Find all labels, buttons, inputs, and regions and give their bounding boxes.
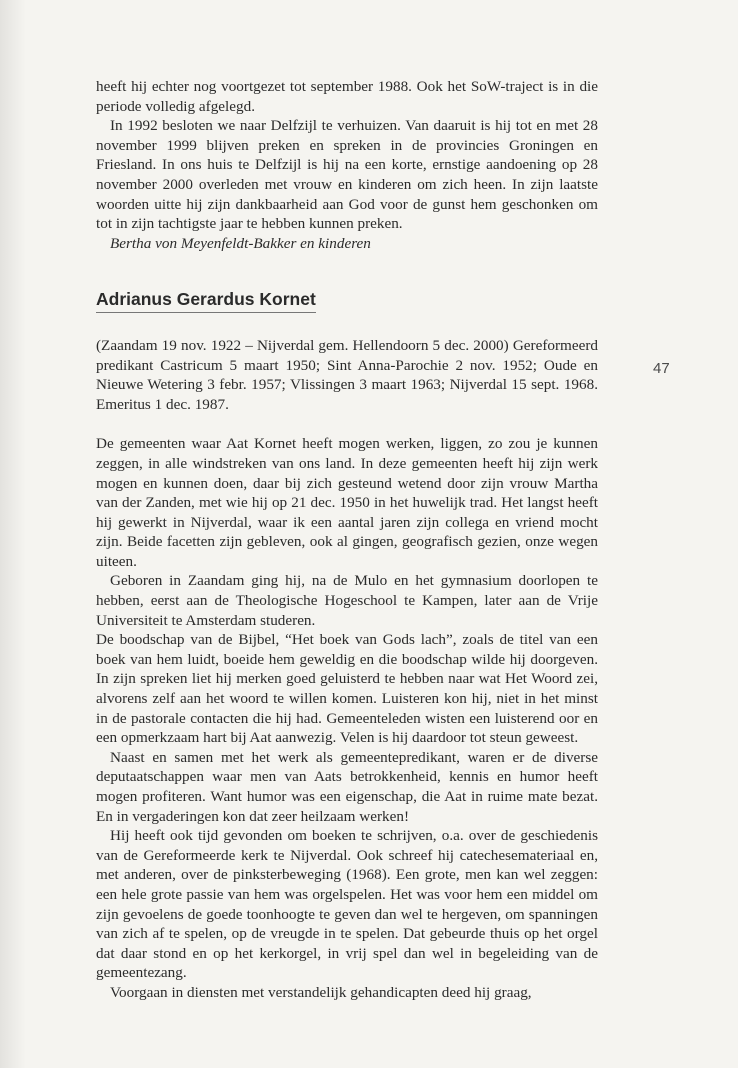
page-binding-shadow [0,0,26,1068]
page-number: 47 [653,360,670,377]
signature: Bertha von Meyenfeldt-Bakker en kinderen [110,234,371,252]
body-paragraph-6: Voorgaan in diensten met verstandelijk gehandicapten deed hij graag, [110,983,532,1001]
paragraph-continued: heeft hij echter nog voortgezet tot september 1988. Ook het SoW-traject is in die periode volledig afgelegd. [96,78,598,115]
biography-summary: (Zaandam 19 nov. 1922 – Nijverdal gem. Hellendoorn 5 dec. 2000) Gereformeerd predikant Castricum 5 maart 1950; Sint Anna-Parochie 2 nov. 1952; Oude en Nieuwe Wetering 3 febr. 1957; Vlissingen 3 maart 1963; Nijverdal 15 sept. 1968. Emeritus 1 dec. 1987. [96,336,598,413]
section-heading-text: Adrianus Gerardus Kornet [96,290,316,313]
body-paragraph-2: Geboren in Zaandam ging hij, na de Mulo en het gymnasium doorlopen te hebben, eerst aan de Theologische Hogeschool te Kampen, later aan de Vrije Universiteit te Amsterdam studeren. [96,572,598,629]
paragraph-delfzijl: In 1992 besloten we naar Delfzijl te verhuizen. Van daaruit is hij tot en met 28 november 1999 blijven preken en spreken in de provincies Groningen en Friesland. In ons huis te Delfzijl is hij na een korte, ernstige aandoening op 28 november 2000 overleden met vrouw en kinderen om zich heen. In zijn laatste woorden uitte hij zijn dankbaarheid aan God voor de gunst hem geschonken om tot in zijn tachtigste jaar te hebben kunnen preken. [96,117,598,233]
document-page [96,77,598,1003]
body-paragraph-4: Naast en samen met het werk als gemeentepredikant, waren er de diverse deputaatschappen waar men van Aats betrokkenheid, kennis en humor heeft mogen profiteren. Want humor was een eigenschap, die Aat in ruime mate bezat. En in vergaderingen kon dat zeer heilzaam werken! [96,748,598,825]
section-heading [96,290,598,313]
body-paragraph-1: De gemeenten waar Aat Kornet heeft mogen werken, liggen, zo zou je kunnen zeggen, in alle windstreken van ons land. In deze gemeenten heeft hij zijn werk mogen en kunnen doen, daar bij zich gesteund wetend door zijn vrouw Martha van der Zanden, met wie hij op 21 dec. 1950 in het huwelijk trad. Het langst heeft hij gewerkt in Nijverdal, waar ik een aantal jaren zijn collega en vriend mocht zijn. Beide facetten zijn gebleven, ook al gingen, geografisch gezien, onze wegen uiteen. [96,435,598,570]
body-paragraph-3: De boodschap van de Bijbel, “Het boek van Gods lach”, zoals de titel van een boek van hem luidt, boeide hem geweldig en die boodschap wilde hij doorgeven. In zijn spreken liet hij merken goed geluisterd te hebben naar wat Het Woord zei, alvorens zelf aan het woord te willen komen. Luisteren kon hij, niet in het minst in de pastorale contacten die hij had. Gemeenteleden wisten een luisterend oor en een opmerkzaam hart bij Aat aanwezig. Velen is hij daardoor tot steun geweest. [96,631,598,747]
body-paragraph-5: Hij heeft ook tijd gevonden om boeken te schrijven, o.a. over de geschiedenis van de Gereformeerde kerk te Nijverdal. Ook schreef hij catechesemateriaal en, met anderen, over de pinksterbeweging (1968). Een grote, men kan wel zeggen: een hele grote passie van hem was orgelspelen. Het was voor hem een middel om zijn gevoelens de goede toonhoogte te geven dan wel te hergeven, om spanningen van zich af te spelen, op de vreugde in te spelen. Dat gebeurde thuis op het orgel dat daar stond en op het kerkorgel, in vrij spel dan wel in begeleiding van de gemeentezang. [96,827,598,982]
